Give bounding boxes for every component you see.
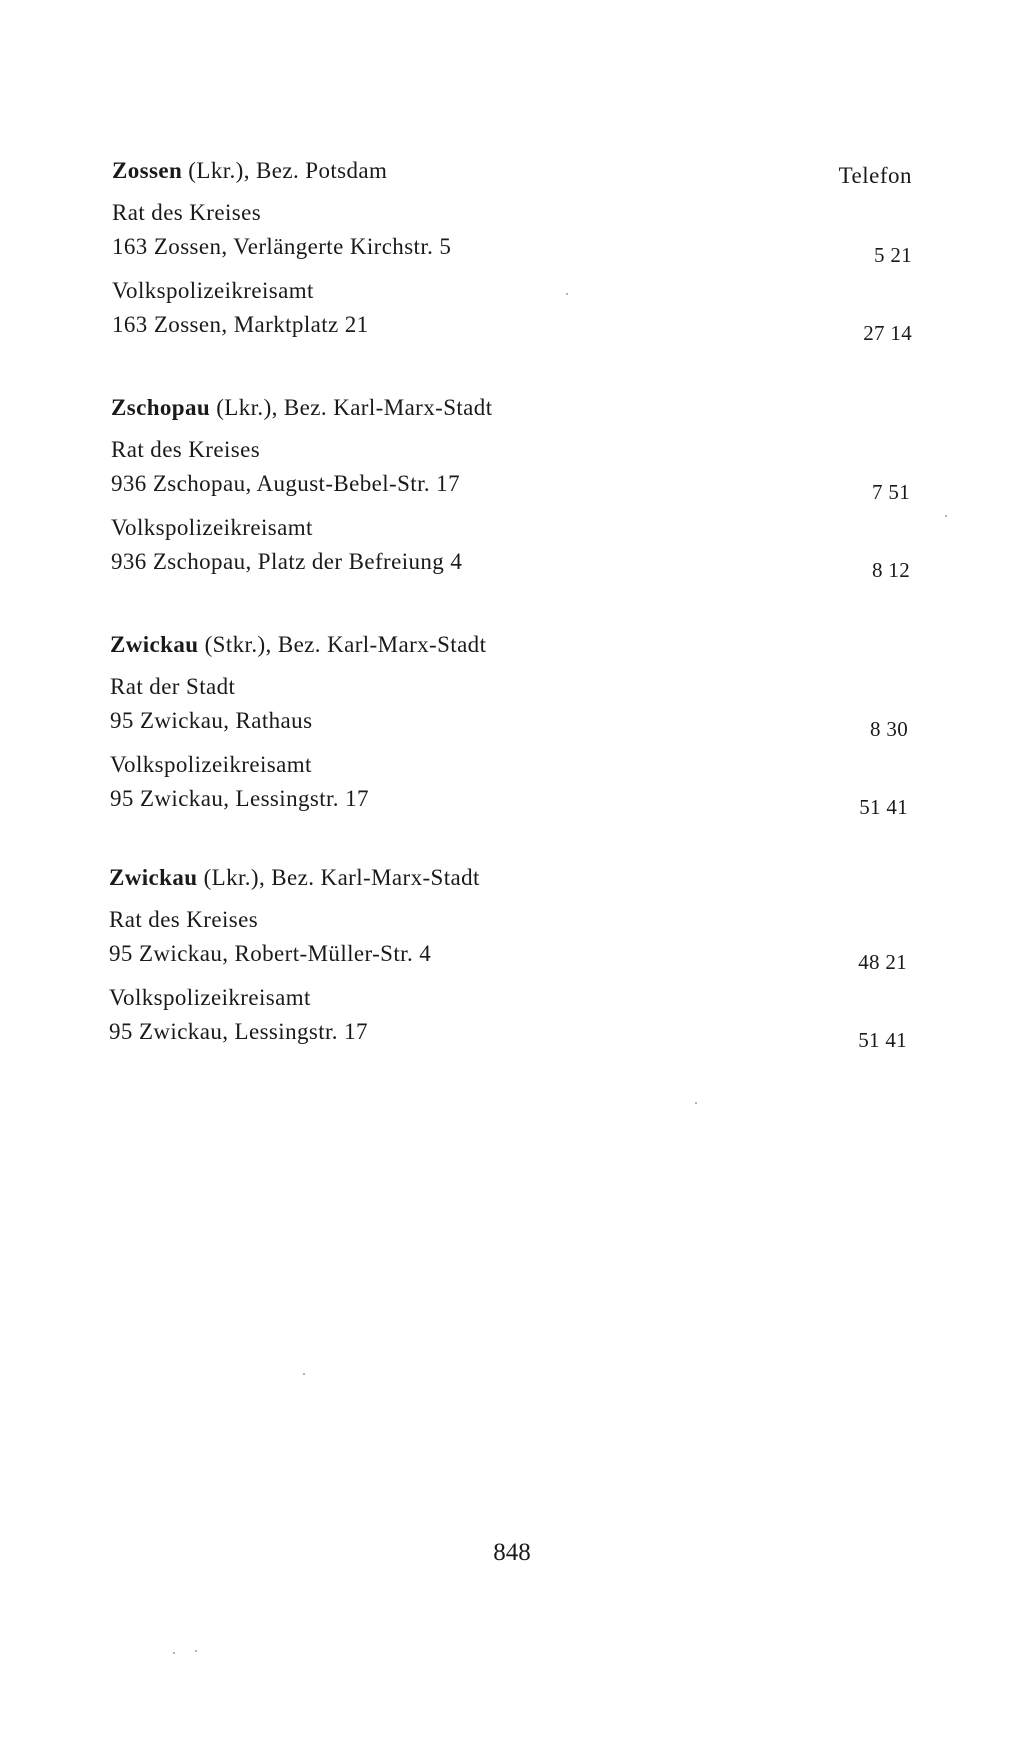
- entry-heading-rest: (Lkr.), Bez. Karl-Marx-Stadt: [210, 395, 493, 420]
- entry-heading-rest: (Lkr.), Bez. Karl-Marx-Stadt: [197, 865, 480, 890]
- entry-heading-name: Zschopau: [111, 395, 211, 420]
- scan-speck: [695, 1102, 697, 1104]
- office-address: 95 Zwickau, Lessingstr. 17: [109, 1019, 368, 1044]
- entry-heading-rest: (Stkr.), Bez. Karl-Marx-Stadt: [198, 632, 487, 657]
- office-phone: 7 51: [872, 480, 910, 504]
- entry-heading: [111, 394, 492, 422]
- scan-speck: [173, 1652, 175, 1654]
- office-name: Rat des Kreises: [111, 437, 261, 462]
- office-address: 163 Zossen, Verlängerte Kirchstr. 5: [112, 234, 452, 259]
- entry-heading-rest: (Lkr.), Bez. Potsdam: [182, 158, 388, 183]
- office-address: 95 Zwickau, Lessingstr. 17: [110, 786, 369, 811]
- office-phone: 27 14: [863, 321, 912, 345]
- office-name: Rat des Kreises: [112, 200, 262, 225]
- entry-heading-name: Zwickau: [109, 865, 198, 890]
- entry-heading: [110, 631, 486, 659]
- office-phone: 5 21: [874, 243, 912, 267]
- office-name: Volkspolizeikreisamt: [111, 515, 313, 540]
- office-address: 95 Zwickau, Robert-Müller-Str. 4: [109, 941, 432, 966]
- office-name: Volkspolizeikreisamt: [110, 752, 312, 777]
- entry-heading: [112, 157, 387, 185]
- entry-heading-name: Zwickau: [110, 632, 199, 657]
- office-address: 163 Zossen, Marktplatz 21: [112, 312, 369, 337]
- office-name: Rat der Stadt: [110, 674, 236, 699]
- column-header-telefon: Telefon: [838, 163, 912, 188]
- office-phone: 8 30: [870, 717, 908, 741]
- office-phone: 48 21: [858, 950, 907, 974]
- office-name: Rat des Kreises: [109, 907, 259, 932]
- scan-speck: [303, 1373, 305, 1375]
- office-address: 936 Zschopau, August-Bebel-Str. 17: [111, 471, 460, 496]
- scan-speck: [945, 515, 947, 517]
- office-phone: 51 41: [859, 795, 908, 819]
- office-phone: 51 41: [858, 1028, 907, 1052]
- office-address: 95 Zwickau, Rathaus: [110, 708, 313, 733]
- scan-speck: [195, 1650, 197, 1652]
- entry-heading-name: Zossen: [112, 158, 183, 183]
- office-address: 936 Zschopau, Platz der Befreiung 4: [111, 549, 463, 574]
- office-phone: 8 12: [872, 558, 910, 582]
- entry-heading: [109, 864, 480, 892]
- office-name: Volkspolizeikreisamt: [109, 985, 311, 1010]
- scan-speck: [566, 293, 568, 295]
- page-number: 848: [493, 1539, 531, 1566]
- office-name: Volkspolizeikreisamt: [112, 278, 314, 303]
